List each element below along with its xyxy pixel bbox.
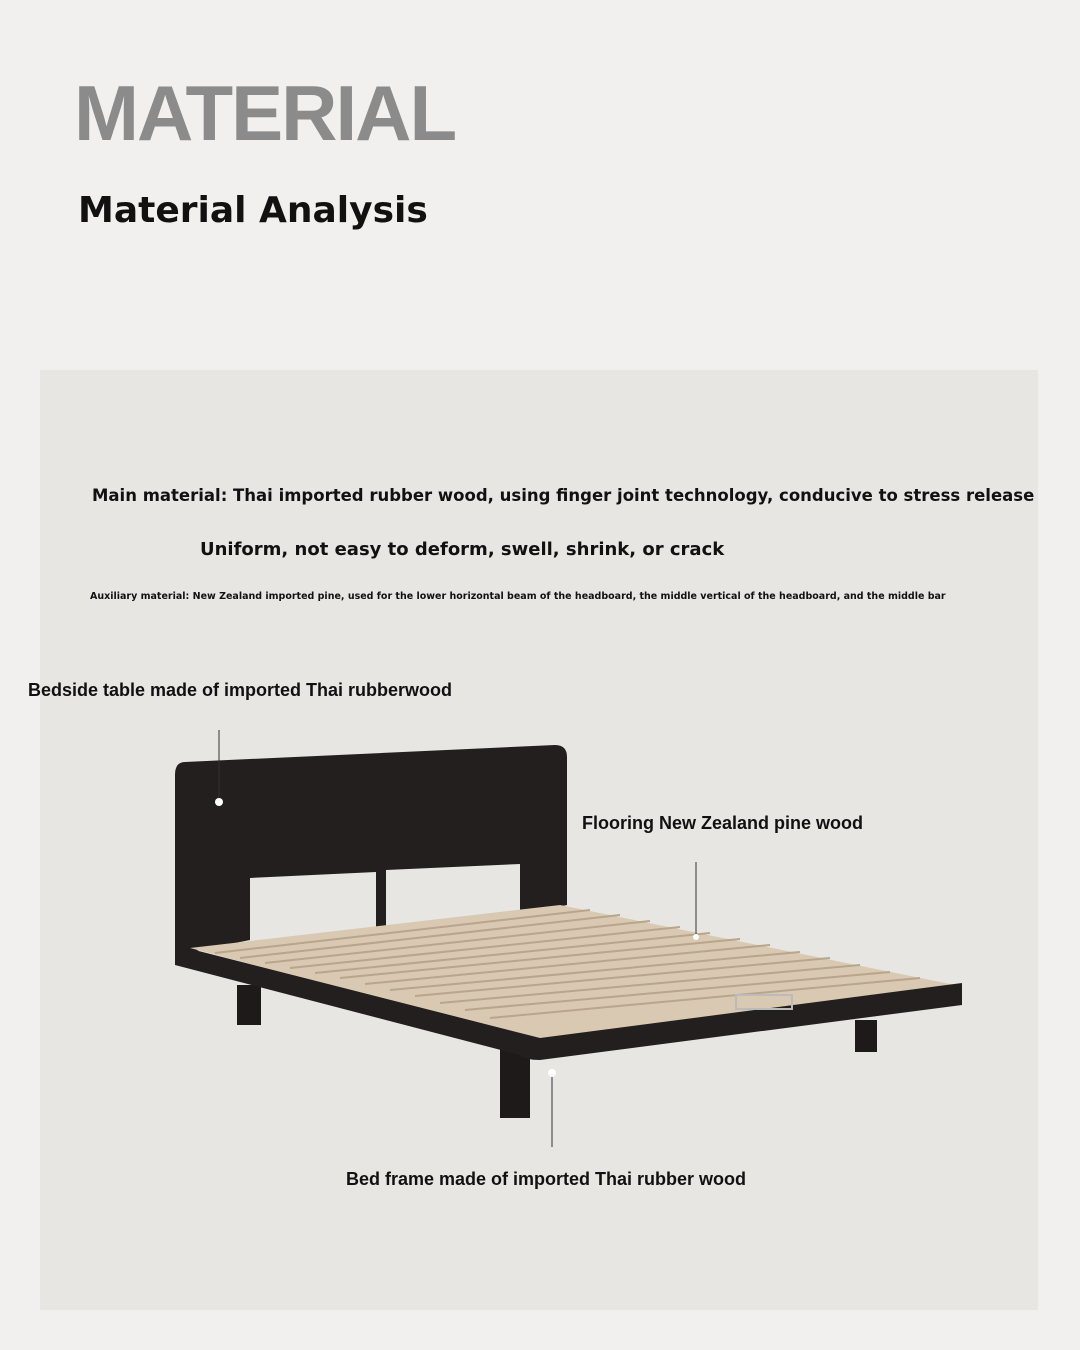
callout-slats: Flooring New Zealand pine wood [582, 813, 864, 833]
auxiliary-material-text: Auxiliary material: New Zealand imported pine, used for the lower horizontal beam of the headboard, the middle vertical of the headboard, and the middle bar [90, 591, 946, 602]
callout-frame: Bed frame made of imported Thai rubber wood [346, 1169, 747, 1189]
main-material-text: Main material: Thai imported rubber wood, using finger joint technology, conducive to stress release [92, 486, 1035, 505]
callout-headboard: Bedside table made of imported Thai rubberwood [28, 680, 453, 700]
page-title: MATERIAL [74, 69, 456, 157]
page-subtitle: Material Analysis [78, 190, 428, 231]
properties-text: Uniform, not easy to deform, swell, shrink, or crack [200, 539, 725, 560]
